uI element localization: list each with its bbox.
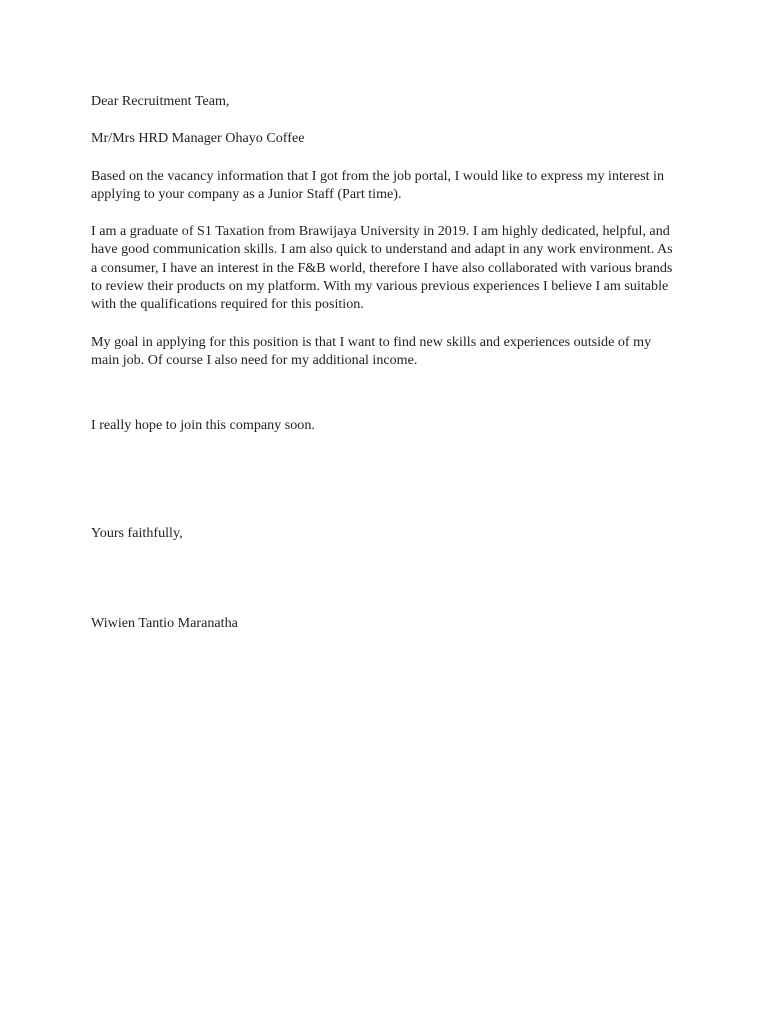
paragraph-background: I am a graduate of S1 Taxation from Brawijaya University in 2019. I am highly dedicated, helpful, and have good communication skills. I am also quick to understand and adapt in any work environment. As a consumer, I have an interest in the F&B world, therefore I have also collaborated with various brands to review their products on my platform. With my various previous experiences I believe I am suitable with the qualifications required for this position. <box>91 223 673 313</box>
salutation: Dear Recruitment Team, <box>91 93 230 109</box>
hope-line: I really hope to join this company soon. <box>91 417 315 433</box>
letter-body <box>91 92 681 369</box>
paragraph-goal: My goal in applying for this position is that I want to find new skills and experiences outside of my main job. Of course I also need for my additional income. <box>91 333 652 368</box>
signature-name: Wiwien Tantio Maranatha <box>91 615 238 631</box>
paragraph-intro: Based on the vacancy information that I got from the job portal, I would like to express my interest in applying to your company as a Junior Staff (Part time). <box>91 167 665 202</box>
closing-line: Yours faithfully, <box>91 525 183 541</box>
recipient-line: Mr/Mrs HRD Manager Ohayo Coffee <box>91 130 305 147</box>
